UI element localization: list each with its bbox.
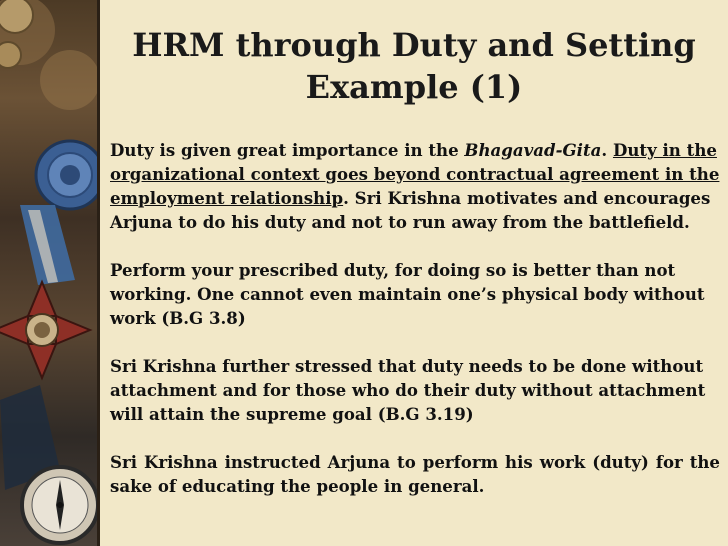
p1-italic-bhagavad-gita: Bhagavad-Gita [464,140,602,160]
page-title [100,24,728,108]
title-line-2: Example (1) [305,68,523,106]
medal-collage-icon [0,0,98,546]
slide-content [100,0,728,546]
p1-text-c: . [601,140,613,160]
title-line-1: HRM through Duty and Setting [132,26,696,64]
p1-text-a: Duty is given great importance in the [110,140,465,160]
paragraph-4: Sri Krishna instructed Arjuna to perform his work (duty) for the sake of educating the people in general. [110,452,720,496]
paragraph-2: Perform your prescribed duty, for doing so is better than not working. One cannot even maintain one’s physical body without work (B.G 3.8) [110,260,705,328]
paragraph-3: Sri Krishna further stressed that duty needs to be done without attachment and for those who do their duty without attachment will attain the supreme goal (B.G 3.19) [110,356,706,424]
slide-body [110,138,720,522]
decorative-side-image [0,0,98,546]
p1-text-e: . Sri Krishna motivates and encourages Arjuna to do his duty and not to run away from the battlefield. [110,188,711,232]
p1-underlined-duty: Duty in the organizational context goes beyond contractual agreement in the employment relationship [110,140,720,208]
paragraph-1 [110,138,720,234]
